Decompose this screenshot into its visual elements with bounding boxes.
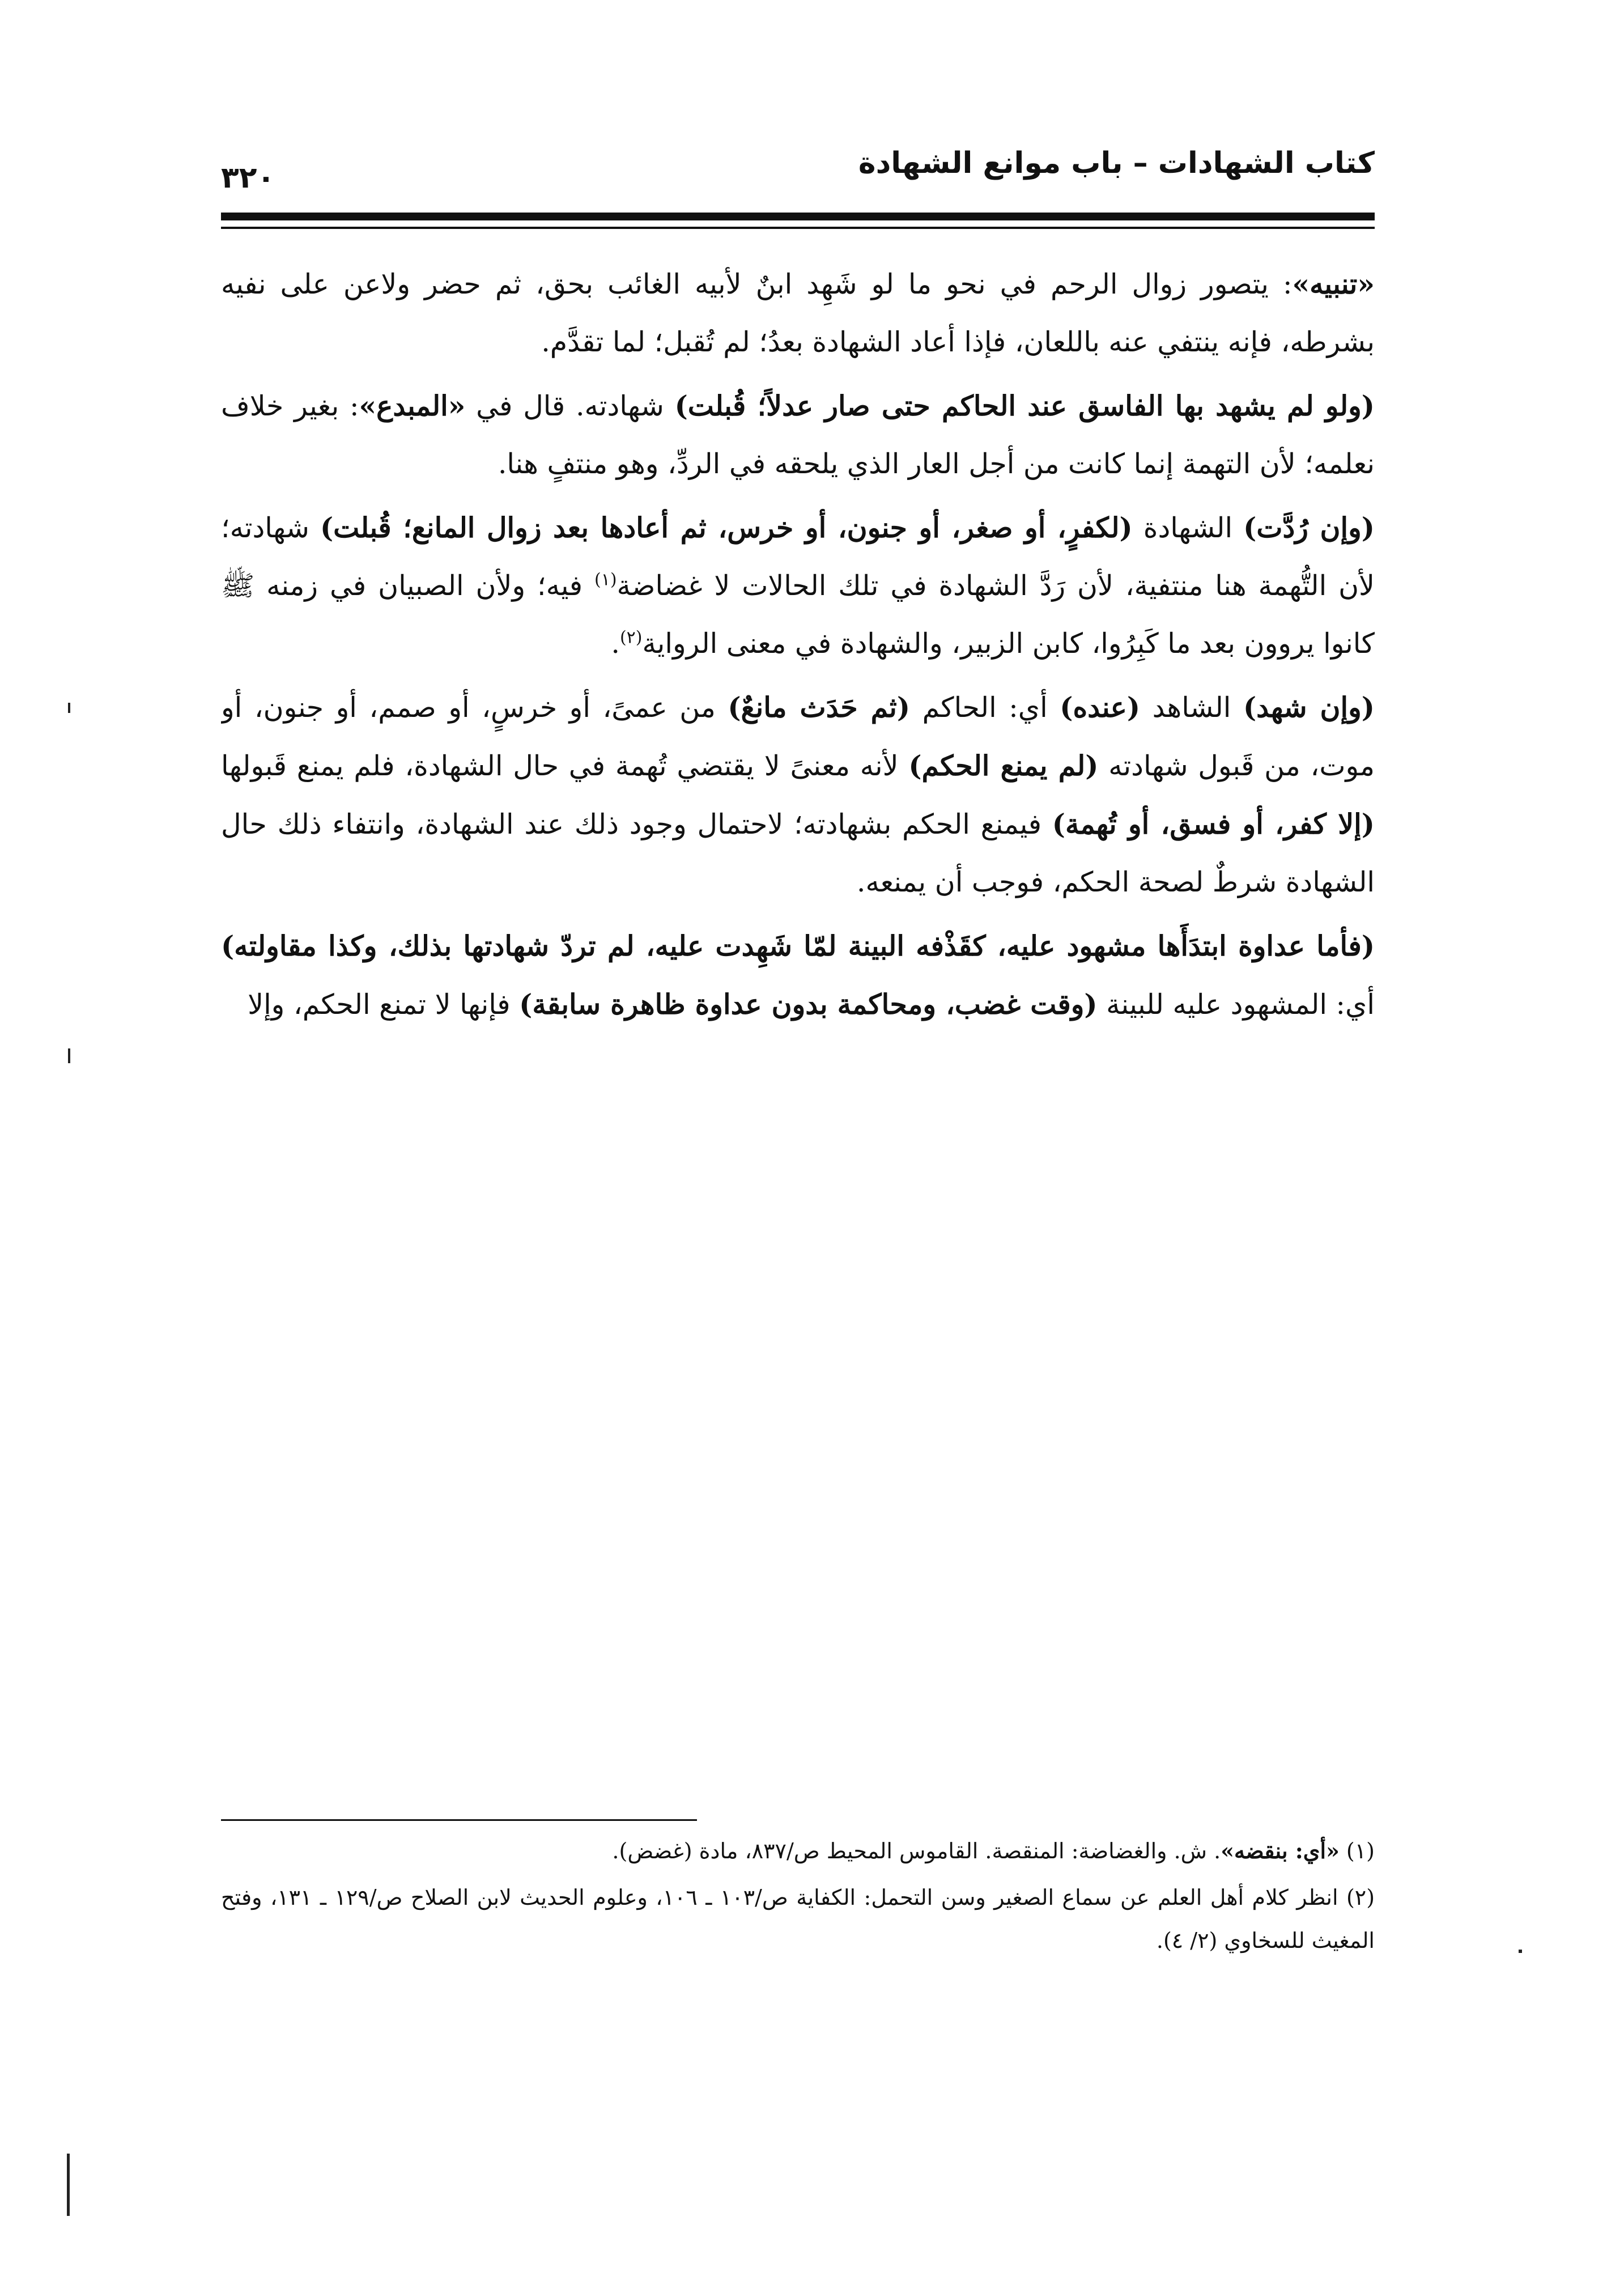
paragraph <box>221 377 1375 493</box>
commentary-text: الشاهد <box>1140 691 1243 724</box>
commentary-text: شهادته؛ لأن التُّهمة هنا منتفية، لأن رَدَّ الشهادة في تلك الحالات لا غضاضة <box>221 512 1375 602</box>
commentary-text: أي: الحاكم <box>910 691 1060 724</box>
commentary-text: . ش. والغضاضة: المنقصة. القاموس المحيط ص/٨٣٧، مادة (غضض). <box>612 1838 1221 1863</box>
matn-text: (لم يمنع الحكم) <box>908 749 1099 782</box>
margin-mark <box>68 703 70 713</box>
matn-text: «المبدع» <box>359 389 466 422</box>
matn-text: «تنبيه» <box>1292 267 1375 300</box>
footnote-marker: (١) <box>594 570 617 590</box>
commentary-text: : بغير خلاف نعلمه؛ لأن التهمة إنما كانت من أجل العار الذي يلحقه في الردِّ، وهو منتفٍ هنا. <box>221 390 1375 480</box>
paragraph <box>221 255 1375 371</box>
commentary-text: (٢) انظر كلام أهل العلم عن سماع الصغير وسن التحمل: الكفاية ص/١٠٣ ـ ١٠٦، وعلوم الحديث لابن الصلاح ص/١٢٩ ـ ١٣١، وفتح المغيث للسخاوي (٢/ ٤). <box>221 1885 1375 1953</box>
margin-mark <box>68 1048 70 1063</box>
matn-text: (وإن رُدَّت) <box>1243 511 1375 544</box>
matn-text: (وإن شهد) <box>1243 691 1375 724</box>
running-header <box>221 146 1375 203</box>
running-title: كتاب الشهادات – باب موانع الشهادة <box>858 146 1375 180</box>
matn-text: (إلا كفر، أو فسق، أو تُهمة) <box>1052 808 1375 840</box>
commentary-text: شهادته. قال في <box>465 390 675 422</box>
matn-text: «أي: بنقضه» <box>1221 1838 1340 1863</box>
commentary-text: من عمىً، أو خرسٍ، أو صمم، أو جنون، أو موت، من قَبول شهادته <box>221 691 1375 782</box>
paragraph <box>221 678 1375 911</box>
margin-mark <box>1519 1950 1522 1953</box>
margin-mark <box>67 2154 70 2216</box>
matn-text: (لكفرٍ، أو صغر، أو جنون، أو خرس، ثم أعادها بعد زوال المانع؛ قُبلت) <box>320 511 1133 544</box>
footnote-rule <box>221 1819 697 1821</box>
commentary-text: أي: المشهود عليه للبينة <box>1097 988 1375 1021</box>
footnote-marker: (٢) <box>619 627 643 648</box>
matn-text: (وقت غضب، ومحاكمة بدون عداوة ظاهرة سابقة) <box>519 988 1098 1021</box>
commentary-text: فيه؛ ولأن الصبيان في زمنه ﷺ كانوا يروون بعد ما كَبِرُوا، كابن الزبير، والشهادة في معنى الرواية <box>221 570 1375 660</box>
paragraph <box>221 499 1375 673</box>
matn-text: (ثم حَدَث مانعٌ) <box>728 691 911 724</box>
matn-text: (عنده) <box>1060 691 1141 724</box>
header-rule-thin <box>221 227 1375 229</box>
page-number: ٣٢٠ <box>221 161 275 195</box>
commentary-text: (١) <box>1339 1838 1375 1863</box>
commentary-text: فإنها لا تمنع الحكم، وإلا <box>248 988 520 1021</box>
paragraph <box>221 917 1375 1034</box>
commentary-text: : يتصور زوال الرحم في نحو ما لو شَهِد ابنٌ لأبيه الغائب بحق، ثم حضر ولاعن على نفيه بشرطه، فإنه ينتفي عنه باللعان، فإذا أعاد الشهادة بعدُ؛ لم تُقبل؛ لما تقدَّم. <box>221 268 1375 358</box>
commentary-text: . <box>611 627 620 660</box>
matn-text: (ولو لم يشهد بها الفاسق عند الحاكم حتى صار عدلاً؛ قُبلت) <box>674 389 1375 422</box>
footnote <box>221 1829 1375 1872</box>
commentary-text: فيمنع الحكم بشهادته؛ لاحتمال وجود ذلك عند الشهادة، وانتفاء ذلك حال الشهادة شرطٌ لصحة الحكم، فوجب أن يمنعه. <box>221 808 1375 898</box>
matn-text: (فأما عداوة ابتدَأَها مشهود عليه، كقَذْفه البينة لمّا شَهِدت عليه، لم تردّ شهادتها بذلك، وكذا مقاولته) <box>221 929 1375 962</box>
body-text <box>221 255 1375 1819</box>
commentary-text: الشهادة <box>1132 512 1244 544</box>
footnote <box>221 1876 1375 1962</box>
footnotes <box>221 1829 1375 1962</box>
commentary-text: لأنه معنىً لا يقتضي تُهمة في حال الشهادة، فلم يمنع قَبولها <box>221 750 909 782</box>
header-rule-thick <box>221 213 1375 220</box>
